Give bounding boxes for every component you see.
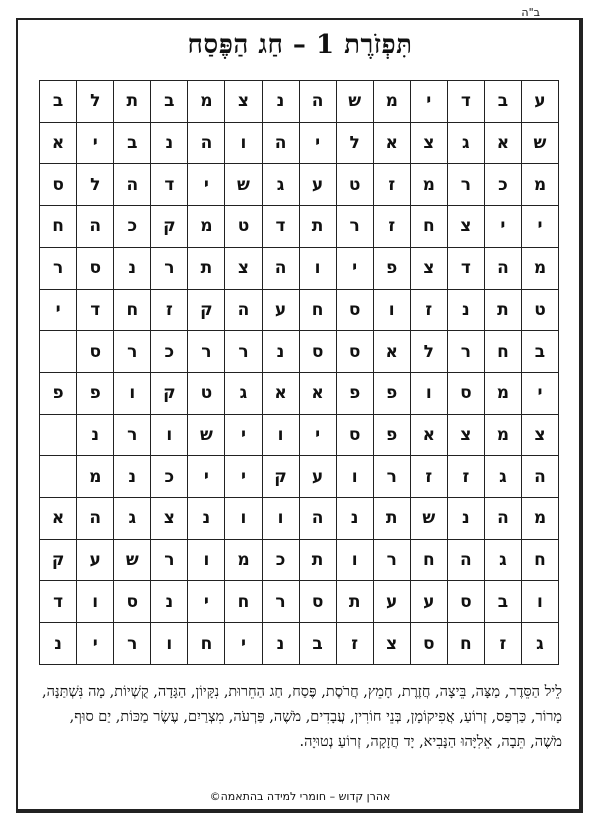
- grid-cell[interactable]: י: [225, 414, 262, 456]
- grid-cell[interactable]: כ: [262, 539, 299, 581]
- grid-cell[interactable]: י: [188, 581, 225, 623]
- grid-cell[interactable]: מ: [521, 498, 558, 540]
- grid-cell[interactable]: פ: [77, 372, 114, 414]
- grid-cell[interactable]: צ: [373, 623, 410, 665]
- grid-cell[interactable]: י: [77, 122, 114, 164]
- grid-cell[interactable]: ל: [77, 164, 114, 206]
- grid-cell[interactable]: כ: [114, 206, 151, 248]
- grid-cell[interactable]: י: [77, 623, 114, 665]
- grid-cell[interactable]: ע: [373, 581, 410, 623]
- grid-row: [40, 623, 559, 665]
- grid-cell[interactable]: ח: [299, 289, 336, 331]
- grid-cell[interactable]: ו: [225, 498, 262, 540]
- grid-cell[interactable]: י: [225, 623, 262, 665]
- grid-cell[interactable]: ל: [77, 81, 114, 123]
- grid-cell[interactable]: ח: [410, 206, 447, 248]
- grid-cell[interactable]: ס: [40, 164, 77, 206]
- grid-cell[interactable]: נ: [188, 498, 225, 540]
- grid-cell[interactable]: פ: [336, 372, 373, 414]
- grid-cell[interactable]: א: [40, 498, 77, 540]
- grid-row: [40, 331, 559, 373]
- grid-cell[interactable]: פ: [373, 247, 410, 289]
- grid-row: [40, 498, 559, 540]
- grid-cell[interactable]: ב: [299, 623, 336, 665]
- grid-cell[interactable]: ז: [484, 623, 521, 665]
- grid-cell[interactable]: ו: [262, 414, 299, 456]
- grid-cell[interactable]: מ: [225, 539, 262, 581]
- grid-cell[interactable]: י: [484, 206, 521, 248]
- grid-cell[interactable]: ר: [114, 623, 151, 665]
- grid-cell[interactable]: א: [262, 372, 299, 414]
- grid-cell[interactable]: [40, 414, 77, 456]
- grid-cell[interactable]: א: [373, 331, 410, 373]
- grid-cell[interactable]: י: [188, 456, 225, 498]
- grid-cell[interactable]: מ: [521, 247, 558, 289]
- grid-cell[interactable]: ד: [447, 81, 484, 123]
- grid-row: [40, 456, 559, 498]
- grid-cell[interactable]: מ: [484, 372, 521, 414]
- grid-cell[interactable]: ד: [77, 289, 114, 331]
- grid-cell[interactable]: ק: [151, 206, 188, 248]
- grid-cell[interactable]: ו: [299, 247, 336, 289]
- grid-cell[interactable]: ו: [225, 122, 262, 164]
- grid-cell[interactable]: ת: [188, 247, 225, 289]
- grid-cell[interactable]: ר: [114, 414, 151, 456]
- grid-cell[interactable]: ו: [262, 498, 299, 540]
- grid-cell[interactable]: ס: [299, 581, 336, 623]
- grid-cell[interactable]: ז: [336, 623, 373, 665]
- grid-cell[interactable]: מ: [484, 414, 521, 456]
- footer-credit: אהרן קדוש – חומרי למידה בהתאמה©: [209, 790, 391, 803]
- grid-cell[interactable]: ה: [447, 539, 484, 581]
- grid-cell[interactable]: ש: [114, 539, 151, 581]
- grid-cell[interactable]: ק: [151, 372, 188, 414]
- grid-cell[interactable]: ת: [299, 539, 336, 581]
- grid-cell[interactable]: ס: [77, 331, 114, 373]
- grid-cell[interactable]: צ: [151, 498, 188, 540]
- grid-cell[interactable]: ס: [336, 414, 373, 456]
- grid-cell[interactable]: ל: [336, 122, 373, 164]
- grid-cell[interactable]: ח: [521, 539, 558, 581]
- grid-cell[interactable]: ר: [262, 581, 299, 623]
- grid-cell[interactable]: א: [373, 122, 410, 164]
- grid-cell[interactable]: ע: [299, 164, 336, 206]
- grid-cell[interactable]: ד: [151, 164, 188, 206]
- grid-cell[interactable]: נ: [447, 289, 484, 331]
- grid-cell[interactable]: י: [40, 289, 77, 331]
- grid-cell[interactable]: ב: [521, 331, 558, 373]
- grid-cell[interactable]: ע: [77, 539, 114, 581]
- grid-cell[interactable]: ו: [410, 372, 447, 414]
- grid-cell[interactable]: ר: [373, 456, 410, 498]
- grid-cell[interactable]: מ: [410, 164, 447, 206]
- grid-cell[interactable]: ג: [484, 539, 521, 581]
- grid-cell[interactable]: ר: [447, 331, 484, 373]
- grid-cell[interactable]: ת: [299, 206, 336, 248]
- grid-row: [40, 247, 559, 289]
- grid-cell[interactable]: ס: [447, 372, 484, 414]
- grid-cell[interactable]: [40, 456, 77, 498]
- grid-cell[interactable]: ג: [262, 164, 299, 206]
- grid-cell[interactable]: ה: [262, 247, 299, 289]
- grid-row: [40, 164, 559, 206]
- grid-cell[interactable]: ז: [151, 289, 188, 331]
- grid-cell[interactable]: ע: [299, 456, 336, 498]
- grid-cell[interactable]: מ: [188, 206, 225, 248]
- grid-cell[interactable]: כ: [484, 164, 521, 206]
- grid-cell[interactable]: ג: [114, 498, 151, 540]
- grid-cell[interactable]: ז: [410, 289, 447, 331]
- grid-cell[interactable]: ר: [336, 206, 373, 248]
- grid-cell[interactable]: צ: [225, 247, 262, 289]
- grid-cell[interactable]: ג: [521, 623, 558, 665]
- grid-cell[interactable]: ש: [410, 498, 447, 540]
- grid-cell[interactable]: נ: [262, 81, 299, 123]
- grid-cell[interactable]: ה: [77, 498, 114, 540]
- bh-mark: ב"ה: [521, 6, 540, 19]
- grid-cell[interactable]: י: [188, 164, 225, 206]
- grid-cell[interactable]: ד: [262, 206, 299, 248]
- grid-cell[interactable]: ס: [77, 247, 114, 289]
- grid-cell[interactable]: ת: [336, 581, 373, 623]
- grid-cell[interactable]: ת: [373, 498, 410, 540]
- grid-cell[interactable]: ה: [114, 164, 151, 206]
- grid-cell[interactable]: ט: [188, 372, 225, 414]
- grid-cell[interactable]: ק: [188, 289, 225, 331]
- grid-cell[interactable]: ב: [484, 581, 521, 623]
- grid-cell[interactable]: ח: [410, 539, 447, 581]
- grid-row: [40, 414, 559, 456]
- grid-cell[interactable]: ג: [225, 372, 262, 414]
- grid-cell[interactable]: ו: [114, 372, 151, 414]
- grid-row: [40, 539, 559, 581]
- grid-cell[interactable]: נ: [114, 456, 151, 498]
- grid-cell[interactable]: ד: [40, 581, 77, 623]
- grid-cell[interactable]: י: [521, 206, 558, 248]
- grid-cell[interactable]: ט: [225, 206, 262, 248]
- grid-cell[interactable]: ר: [225, 331, 262, 373]
- grid-cell[interactable]: ג: [447, 122, 484, 164]
- grid-cell[interactable]: ו: [336, 539, 373, 581]
- grid-cell[interactable]: ס: [336, 331, 373, 373]
- grid-cell[interactable]: א: [299, 372, 336, 414]
- grid-cell[interactable]: ש: [521, 122, 558, 164]
- grid-cell[interactable]: מ: [188, 81, 225, 123]
- grid-cell[interactable]: ט: [521, 289, 558, 331]
- grid-row: [40, 206, 559, 248]
- grid-cell[interactable]: ה: [299, 498, 336, 540]
- grid-cell[interactable]: ה: [484, 247, 521, 289]
- grid-cell[interactable]: י: [410, 81, 447, 123]
- grid-cell[interactable]: ה: [188, 122, 225, 164]
- grid-cell[interactable]: ז: [373, 164, 410, 206]
- grid-cell[interactable]: ו: [373, 289, 410, 331]
- grid-cell[interactable]: ה: [225, 289, 262, 331]
- grid-cell[interactable]: נ: [262, 331, 299, 373]
- grid-cell[interactable]: ר: [447, 164, 484, 206]
- grid-cell[interactable]: נ: [40, 623, 77, 665]
- grid-cell[interactable]: ב: [40, 81, 77, 123]
- grid-cell[interactable]: י: [336, 247, 373, 289]
- grid-cell[interactable]: א: [484, 122, 521, 164]
- grid-cell[interactable]: ת: [484, 289, 521, 331]
- grid-cell[interactable]: ו: [151, 414, 188, 456]
- grid-cell[interactable]: נ: [151, 581, 188, 623]
- grid-cell[interactable]: ר: [151, 247, 188, 289]
- grid-cell[interactable]: ה: [77, 206, 114, 248]
- grid-cell[interactable]: ג: [484, 456, 521, 498]
- grid-cell[interactable]: ר: [151, 539, 188, 581]
- page-title: תִּפְזֹרֶת 1 – חַג הַפֶּסַח: [187, 30, 413, 60]
- grid-cell[interactable]: ש: [336, 81, 373, 123]
- grid-cell[interactable]: ז: [410, 456, 447, 498]
- grid-cell[interactable]: ס: [299, 331, 336, 373]
- grid-cell[interactable]: ח: [447, 623, 484, 665]
- grid-cell[interactable]: ח: [114, 289, 151, 331]
- grid-cell[interactable]: ד: [447, 247, 484, 289]
- grid-cell[interactable]: ו: [521, 581, 558, 623]
- grid-cell[interactable]: ת: [114, 81, 151, 123]
- grid-cell[interactable]: ו: [151, 623, 188, 665]
- grid-cell[interactable]: ה: [521, 456, 558, 498]
- grid-cell[interactable]: צ: [447, 206, 484, 248]
- grid-cell[interactable]: ו: [336, 456, 373, 498]
- grid-cell[interactable]: ק: [262, 456, 299, 498]
- grid-cell[interactable]: ר: [114, 331, 151, 373]
- grid-cell[interactable]: פ: [373, 372, 410, 414]
- grid-cell[interactable]: ו: [188, 539, 225, 581]
- grid-cell[interactable]: נ: [114, 247, 151, 289]
- grid-cell[interactable]: ל: [410, 331, 447, 373]
- grid-cell[interactable]: ס: [114, 581, 151, 623]
- grid-cell[interactable]: מ: [373, 81, 410, 123]
- grid-cell[interactable]: נ: [262, 623, 299, 665]
- grid-cell[interactable]: ש: [188, 414, 225, 456]
- grid-row: [40, 372, 559, 414]
- grid-cell[interactable]: מ: [521, 164, 558, 206]
- grid-cell[interactable]: ה: [262, 122, 299, 164]
- grid-cell[interactable]: י: [299, 122, 336, 164]
- grid-cell[interactable]: נ: [447, 498, 484, 540]
- grid-cell[interactable]: י: [521, 372, 558, 414]
- grid-cell[interactable]: ז: [447, 456, 484, 498]
- letter-grid: [39, 80, 559, 665]
- grid-row: [40, 81, 559, 123]
- grid-cell[interactable]: ס: [410, 623, 447, 665]
- grid-cell[interactable]: נ: [77, 414, 114, 456]
- grid-cell[interactable]: א: [40, 122, 77, 164]
- grid-cell[interactable]: ס: [336, 289, 373, 331]
- grid-cell[interactable]: ח: [40, 206, 77, 248]
- grid-cell[interactable]: כ: [151, 331, 188, 373]
- grid-cell[interactable]: צ: [447, 414, 484, 456]
- grid-cell[interactable]: ר: [188, 331, 225, 373]
- grid-cell[interactable]: ט: [336, 164, 373, 206]
- grid-cell[interactable]: פ: [373, 414, 410, 456]
- grid-cell[interactable]: ח: [484, 331, 521, 373]
- grid-cell[interactable]: ר: [40, 247, 77, 289]
- grid-cell[interactable]: ה: [484, 498, 521, 540]
- grid-cell[interactable]: ע: [521, 81, 558, 123]
- grid-cell[interactable]: מ: [77, 456, 114, 498]
- grid-cell[interactable]: צ: [225, 81, 262, 123]
- grid-cell[interactable]: ב: [151, 81, 188, 123]
- grid-cell[interactable]: ע: [410, 581, 447, 623]
- grid-cell[interactable]: ו: [77, 581, 114, 623]
- grid-cell[interactable]: י: [299, 414, 336, 456]
- grid-cell[interactable]: נ: [151, 122, 188, 164]
- grid-row: [40, 122, 559, 164]
- grid-cell[interactable]: [40, 331, 77, 373]
- grid-cell[interactable]: ק: [40, 539, 77, 581]
- grid-cell[interactable]: י: [225, 456, 262, 498]
- grid-cell[interactable]: צ: [410, 122, 447, 164]
- grid-cell[interactable]: א: [410, 414, 447, 456]
- grid-cell[interactable]: פ: [40, 372, 77, 414]
- grid-cell[interactable]: צ: [521, 414, 558, 456]
- grid-row: [40, 581, 559, 623]
- word-list: לֵיל הַסֵּדֶר, מַצָּה, בֵּיצָה, חֲזֶרֶת, חָמֵץ, חֲרֹסֶת, פֶּסַח, חַג הַחֵרוּת, נִקָּיוֹן, הַגָּדָה, קֻשְׁיוֹת, מָה נִּשְׁתַּנָּה, מָרוֹר, כַּרְפַּס, זְרוֹעַ, אֲפִיקוֹמָן, בְּנֵי חוֹרִין, עֲבָדִים, מֹשֶׁה, פַּרְעֹה, מִצְרַיִם, עֶשֶׂר מַכּוֹת, יַם סוּף, מֹשֶׁה, תֵּבָה, אֵלִיָּהוּ הַנָּבִיא, יָד חֲזָקָה, זְרוֹעַ נְטוּיָה.: [42, 684, 562, 750]
- grid-cell[interactable]: ב: [114, 122, 151, 164]
- grid-cell[interactable]: ע: [262, 289, 299, 331]
- grid-cell[interactable]: ז: [373, 206, 410, 248]
- grid-row: [40, 289, 559, 331]
- grid-cell[interactable]: נ: [336, 498, 373, 540]
- grid-cell[interactable]: ב: [484, 81, 521, 123]
- grid-cell[interactable]: ס: [447, 581, 484, 623]
- grid-cell[interactable]: צ: [410, 247, 447, 289]
- grid-cell[interactable]: ש: [225, 164, 262, 206]
- grid-cell[interactable]: ח: [188, 623, 225, 665]
- grid-cell[interactable]: ה: [299, 81, 336, 123]
- grid-cell[interactable]: ר: [373, 539, 410, 581]
- grid-cell[interactable]: כ: [151, 456, 188, 498]
- grid-cell[interactable]: ח: [225, 581, 262, 623]
